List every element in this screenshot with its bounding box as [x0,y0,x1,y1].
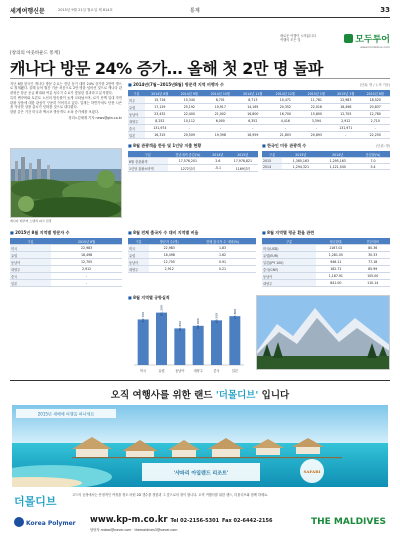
bar-0 [138,319,149,365]
table-cell: 23,432 [145,111,174,118]
table-cell: - [51,273,122,280]
table-row [262,266,390,273]
row-label: 중국 [128,125,145,132]
table-row [128,165,258,172]
table-row [262,252,390,259]
table-cell: 6,000 [204,118,237,125]
row-label: 동남아 [128,259,149,266]
page-number: 33 [380,6,390,14]
photo-caption: 캐나다 밴쿠버 스탠리 파크 전경 [10,219,52,223]
table-cell: 22,250 [360,132,390,139]
table-cell: 19,917 [204,104,237,111]
table-cell: 3,394 [302,118,331,125]
table-cell: 21,002 [204,111,237,118]
table-cell: 20,509 [175,132,204,139]
table-cell: 1272달러 [168,165,208,172]
table-cell: 22,400 [175,111,204,118]
row-label: 유럽(EUR) [262,252,316,259]
bar-chart-svg [128,303,248,375]
column-header: 2015년 [282,151,319,158]
table-row [128,245,256,252]
row-label: 일본 [10,280,51,287]
table-cell: 16,700 [269,111,302,118]
row-label: 동남아 [262,273,316,280]
table-cell: 14,165 [237,104,270,111]
table-row [262,164,390,170]
row-label: 동남아 [10,259,51,266]
row-label: 2014 [262,164,282,170]
row-label: 동남아 [128,111,145,118]
table-cell: - [269,125,302,132]
column-header: 2015년 8월 [360,90,390,97]
bar-value-label: 81,300 [159,305,164,316]
table-cell: 22,983 [149,245,189,252]
table-spending: ■ 8월 관광객을 한동 및 1인당 지출 현황 구분 전년대비 증감(%) 2014년 2015년 8월 총관광객 17,576,201 2.6 17,976,821 1인당 관광소비액 1272달러 -5.1 1169달러 [128,143,258,172]
table-row [128,118,390,125]
chart-title: 8월 지역별 공항실적 [133,295,170,300]
table-cell: - [331,132,360,139]
table-cell: 22,983 [331,97,360,104]
table-row [262,273,390,280]
table-cell: 19,398 [204,132,237,139]
table-cell: 4,416 [269,118,302,125]
table-cell: 182.71 [316,266,355,273]
table-cell: 10,112 [175,118,204,125]
table-cell: 946.11 [316,259,355,266]
bar-4 [211,320,222,365]
table-cell: 22,016 [302,104,331,111]
category-label: 유럽 [158,369,165,373]
table-cell: 18,498 [331,104,360,111]
table-cell: 16,800 [237,111,270,118]
article-headline: 캐나다 방문 24% 증가… 올해 첫 2만 명 돌파 [10,59,323,78]
table-cell: - [360,125,390,132]
table-cell: 85.99 [355,266,390,273]
table-row [10,259,122,266]
table-cell: 15,340 [175,97,204,104]
table-row [128,266,256,273]
table-cell: 16,315 [145,132,174,139]
table-cell: 2,912 [51,266,122,273]
table-cell: 2,912 [149,266,189,273]
table-cell: 1,187.91 [316,273,355,280]
publication-name: 세계여행신문 [10,8,45,15]
table-cell: 15,800 [302,111,331,118]
table-cell: 12,705 [149,259,189,266]
table-row [128,132,390,139]
row-label: 미국(USD) [262,245,316,252]
column-header: 증감률(%) [356,151,390,158]
ad-brand: 더몰디브 [14,495,57,508]
row-label: 대양주 [10,266,51,273]
row-label: 일본 [128,132,145,139]
table-cell: 2.6 [208,158,228,165]
category-label: 동남아 [175,369,185,373]
row-label: 8월 총관광객 [128,158,168,165]
bar-value-label: 70,700 [141,311,146,323]
table-cell: 1167.02 [316,245,355,252]
issue-date: 2015년 9월 21일 월요일 제 814호 [58,8,113,12]
row-label: 일본(JPY 100) [262,259,316,266]
table-cell: 21,803 [269,132,302,139]
table-cell: 1,295,163 [319,158,356,164]
ad-resort-image [12,405,388,487]
column-header: 방문자 수(명) [149,238,189,245]
table-cell: 1,281.05 [316,252,355,259]
article-paragraph: 한편 같은 기간 미국과 멕시코 방문객도 소폭 증가세를 보였다. [10,110,100,115]
table-row [128,158,258,165]
table-row [10,245,122,252]
table-row [128,252,256,259]
table-cell: 2,710 [360,118,390,125]
section-name: 통계 [190,8,200,14]
bar-5 [229,316,240,365]
table-cell: 22,983 [51,245,122,252]
table-cell: 16,959 [237,132,270,139]
article-paragraph: 특히 밴쿠버와 토론토 노선의 탑승률이 높게 나타났으며, 로키 산맥 일대 자연 관광 상품에 대한 관심이 꾸준히 이어지고 있다. 업계는 하반기에도 단풍 시즌을 겨냥한 상품 출시가 잇따를 것으로 내다봤다. [10,96,122,110]
bar-value-label: 69,300 [214,312,219,324]
ad-footer [10,489,390,537]
table-korean-travelers: ■ 한국인 미동 관광객 수 (단위: 명) 구분 2015년 2014년 증감률(%) 2015 1,385,163 1,295,163 7.0 2014 1,294,321 1,121,540 5.4 [262,143,390,169]
category-label: 일본 [231,369,238,373]
table-cell: 0.91 [189,259,256,266]
table-cell: - [302,125,331,132]
table-cell: 1,121,540 [319,164,356,170]
table-cell: 17,576,201 [168,158,208,165]
table-cell: 15,716 [145,97,174,104]
column-header: 구분 [128,238,149,245]
column-header: 구분 [262,151,282,158]
column-header: 2014년 11월 [237,90,270,97]
table-row [262,245,390,252]
company-logo: Korea Polymer [14,517,76,527]
column-header: 전년대비 [355,238,390,245]
table-cell: 17,976,821 [228,158,258,165]
table-cell: 20,352 [269,104,302,111]
column-header: 2014년 12월 [269,90,302,97]
table-cell: - [175,125,204,132]
column-header: 2015년 2월 [331,90,360,97]
airport-results-chart: ■ 8월 지역별 공항실적 70,700 미국 81,300 유럽 56,800 동남아 60,800 대양주 69,300 중국 75,800 일본 [128,295,248,375]
table-cell: 1169달러 [228,165,258,172]
table-row [128,125,390,132]
table-cell: 0.21 [189,266,256,273]
bar-value-label: 75,800 [232,308,237,320]
table-row [262,259,390,266]
company-logo-icon [14,517,24,527]
table-cell: 131,971 [331,125,360,132]
column-header: 구분 [128,151,168,158]
table-cell: - [204,125,237,132]
table-cell: 18,520 [360,97,390,104]
table-row [262,280,390,287]
row-label: 중국(CNY) [262,266,316,273]
table-row [10,273,122,280]
resort-logo: SAFARI [303,469,321,474]
column-header: 2014년 [319,151,356,158]
table-row [128,104,390,111]
table-row [128,97,390,104]
table-cell: -5.1 [208,165,228,172]
table-region-ratio: ■ 8월 전체 출국자 수 대비 지역별 비율 구분 방문자 수(명) 전체 출국자 수 대비(%) 미국 22,983 1.83 유럽 18,498 1.62 동남아 12,705 0.91 대양주 2,912 0.21 [128,230,256,273]
row-label: 유럽 [128,252,149,259]
column-header: 평균환율 [316,238,355,245]
table-cell: 6,352 [237,118,270,125]
table-cell: 2,912 [331,118,360,125]
table-cell: 131,974 [145,125,174,132]
table-cell: 1,294,321 [282,164,319,170]
column-header: 전체 출국자 수 대비(%) [189,238,256,245]
headline-divider [10,78,390,79]
row-label: 유럽 [10,252,51,259]
table-cell: 25,192 [175,104,204,111]
table-cell: 1.62 [189,252,256,259]
table-cell: 18,498 [149,252,189,259]
article-body [10,82,122,121]
column-header: 구분 [10,238,51,245]
column-header: 2014년 8월 [145,90,174,97]
table-cell: 105.00 [355,273,390,280]
table-cell: 20,893 [302,132,331,139]
brand-url: www.modetour.com [360,45,390,49]
table-row [10,280,122,287]
table-row [10,252,122,259]
row-label: 대양주 [128,118,145,125]
column-header: 2015년 [228,151,258,158]
table-cell: 18,498 [51,252,122,259]
table-cell: 12,705 [51,259,122,266]
column-header: 2015년 8월 [51,238,122,245]
table-cell: 11,781 [302,97,331,104]
table-cell: 1,385,163 [282,158,319,164]
category-label: 미국 [140,369,147,373]
column-header: 2014년 [208,151,228,158]
article-byline: 정리=김세계 기자 news@gtn.co.kr [68,115,122,120]
table-exchange-rates: ■ 8월 지역별 평균 환율 관련 구분 평균환율 전년대비 미국(USD) 1167.02 80.36 유럽(EUR) 1,281.05 30.33 일본(JPY 100) 946.11 77.18 중국(CNY) 182.71 85.99 동남아 1,187.91 105.00 대양주 841.00 110.14 [262,230,390,287]
table-cell: 8,701 [204,97,237,104]
column-header: 구분 [262,238,316,245]
row-label: 미국 [128,245,149,252]
table-row [128,259,256,266]
table-row [128,111,390,118]
row-label: 대양주 [128,266,149,273]
table-cell: - [237,125,270,132]
table-cell: 1.83 [189,245,256,252]
table-cell: 77.18 [355,259,390,266]
table-cell: 20,837 [360,104,390,111]
table-cell: 8,713 [237,97,270,104]
table-cell: - [51,280,122,287]
table-cell: 8,252 [145,118,174,125]
ad-website-link[interactable]: www.kp-m.co.kr Tel 02-2156-5301 Fax 02-6442-2156 [90,515,273,525]
brand-banner[interactable] [280,30,390,52]
row-label: 미국 [10,245,51,252]
table-cell: 110.14 [355,280,390,287]
advertisement[interactable] [10,380,390,537]
bar-2 [174,328,185,365]
category-label: 대양주 [193,369,203,373]
table-cell: 5.4 [356,164,390,170]
page-header [10,6,390,18]
row-label: 대양주 [262,280,316,287]
ad-banner-text: 2015년 새해에 여행을 떠나세요 [37,411,95,417]
column-header: 전년대비 증감(%) [168,151,208,158]
table-region-visitors: ■ 2015년 8월 지역별 방문자 수 구분 2015년 8월 미국 22,983 유럽 18,498 동남아 12,705 대양주 2,912 중국 - 일본 - [10,230,122,287]
brand-tagline: 새로운 여행이 시작됩니다 여행의 모든 것 [280,34,316,42]
ad-banner-resort: '샤파리 아일랜드 리조트' [173,470,229,477]
table-cell: 30.33 [355,252,390,259]
category-label: 중국 [213,369,220,373]
bar-value-label: 56,800 [177,320,182,332]
article-paragraph: 지난 8월 한국인 캐나다 방문 수요는 전년 동기 대비 24% 증가한 2만여 명으로 집계됐다. 올해 들어 월간 기준 처음으로 2만 명을 넘어선 것으로 캐나다 관광청은 항공 공급 확대와 여름 성수기 수요가 맞물린 결과라고 분석했다. [10,82,122,95]
article-photo [10,148,122,218]
mountain-photo [256,295,390,370]
row-label: 미주 [128,97,145,104]
table-cell: 7.0 [356,158,390,164]
column-header: 2014년 10월 [204,90,237,97]
ad-description: 고드의 공정에서는 안정적인 여정을 정도 어떤 2D 갯수를 정함과 그 앞으로의 정이 합니다. 오직 여행사를 위한 랜드, 더몰디브와 함께 하세요. [72,493,269,497]
column-header: 2015년 1월 [302,90,331,97]
column-header: 구분 [128,90,145,97]
column-header: 2014년 9월 [175,90,204,97]
table-row [10,266,122,273]
brand-logo-icon [344,34,353,43]
bar-value-label: 60,800 [196,318,201,329]
bar-1 [156,313,167,365]
table-cell: 841.00 [316,280,355,287]
table-cell: 17,129 [145,104,174,111]
table-monthly-visitors: ■ 2014년(7월~2015년8월) 방문객 지역 비행자 수 (단위: 명 / 누적 기준) 구분 2014년 8월 2014년 9월 2014년 10월 2014년 11월 2014년 12월 2015년 1월 2015년 2월 2015년 8월 미주 15,716 15,340 8,701 8,713 10,471 11,781 22,983 18,520 유럽 17,129 25,192 19,917 14,165 20,352 22,016 18,498 20,837 동남아 23,432 22,400 21,002 16,800 16,700 15,800 12,705 12,780 대양주 8,252 10,112 6,000 6,352 4,416 3,394 2,912 2,710 중국 131,974 - - - - - 131,971 - 일본 16,315 20,509 19,398 16,959 21,803 20,893 - 22,250 [128,82,390,138]
row-label: 중국 [10,273,51,280]
ad-title: 오직 여행사를 위한 랜드 '더몰디브' 입니다 [110,390,290,401]
table-cell: 12,705 [331,111,360,118]
table-cell: 10,471 [269,97,302,104]
row-label: 1인당 관광소비액 [128,165,168,172]
ad-tagline: THE MALDIVES [310,517,386,527]
brand-logo: 모두투어 [344,32,390,45]
row-label: 유럽 [128,104,145,111]
row-label: 2015 [262,158,282,164]
bar-3 [193,326,204,365]
table-cell: 80.36 [355,245,390,252]
ad-contact: 담당자 mdoai@naver.com · themaldives3@naver.com [90,528,178,532]
table-cell: 12,780 [360,111,390,118]
article-topic: [창의의 아웃바운드 통계] [10,51,60,56]
